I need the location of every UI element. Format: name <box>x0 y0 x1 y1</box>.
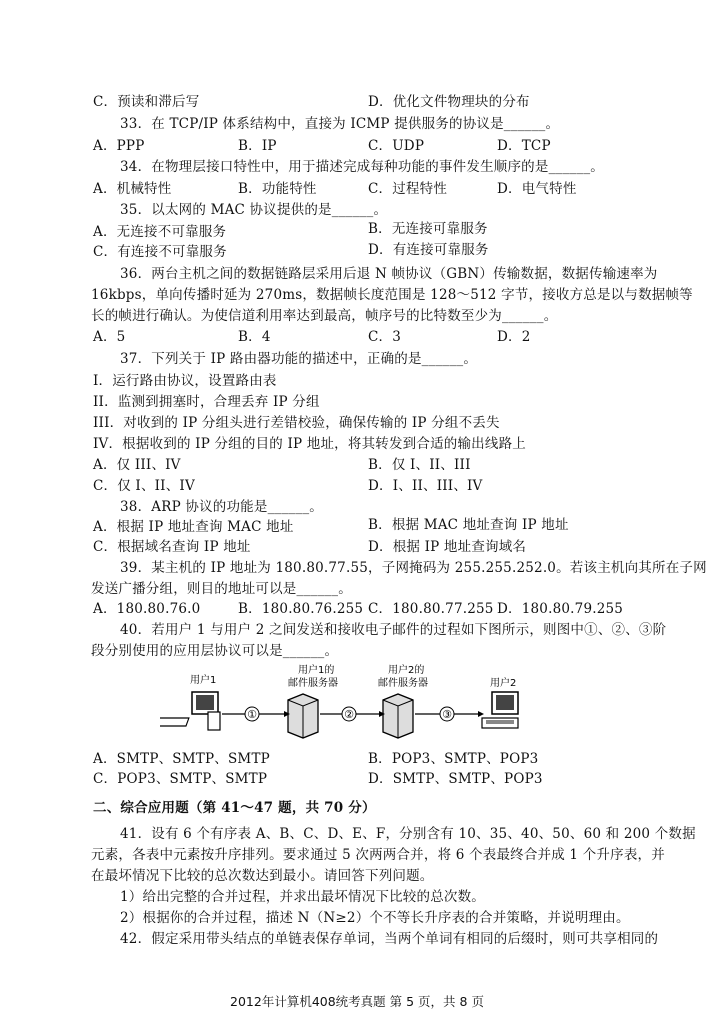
question-42-line1: 42．假定采用带头结点的单链表保存单词，当两个单词有相同的后缀时，则可共享相同的 <box>120 931 659 947</box>
option-32d: D．优化文件物理块的分布 <box>368 94 530 110</box>
question-41-sub1: 1）给出完整的合并过程，并求出最坏情况下比较的总次数。 <box>120 889 485 905</box>
question-33: 33．在 TCP/IP 体系结构中，直接为 ICMP 提供服务的协议是______。 <box>120 116 560 132</box>
option-40c: C．POP3、SMTP、SMTP <box>93 771 268 787</box>
option-33b: B．IP <box>238 138 277 154</box>
user1-computer-icon <box>160 692 220 730</box>
question-41-line2: 元素，各表中元素按升序排列。要求通过 5 次两两合并，将 6 个表最终合并成 1 个升序表，并 <box>91 847 665 863</box>
question-34: 34．在物理层接口特性中，用于描述完成每种功能的事件发生顺序的是______。 <box>120 159 604 175</box>
step2-marker: ② <box>344 708 354 721</box>
option-38b: B．根据 MAC 地址查询 IP 地址 <box>368 517 569 533</box>
option-34d: D．电气特性 <box>497 181 577 197</box>
server2-icon <box>383 694 413 738</box>
option-39b: B．180.80.76.255 <box>238 601 364 617</box>
option-32c: C．预读和滞后写 <box>93 94 200 110</box>
question-39-line2: 发送广播分组，则目的地址可以是______。 <box>91 581 352 597</box>
option-35a: A．无连接不可靠服务 <box>93 224 227 240</box>
option-39d: D．180.80.79.255 <box>497 601 624 617</box>
option-36a: A．5 <box>93 329 126 345</box>
step1-marker: ① <box>247 708 257 721</box>
statement-37-iv: IV．根据收到的 IP 分组的目的 IP 地址，将其转发到合适的输出线路上 <box>93 436 526 452</box>
question-39-line1: 39．某主机的 IP 地址为 180.80.77.55，子网掩码为 255.255.252.0。若该主机向其所在子网 <box>120 560 707 576</box>
user2-computer-icon <box>482 692 518 728</box>
option-35b: B．无连接可靠服务 <box>368 221 488 237</box>
option-33a: A．PPP <box>93 138 145 154</box>
option-37b: B．仅 I、II、III <box>368 457 471 473</box>
server2-label-line1: 用户2的 <box>388 665 425 676</box>
question-36-line2: 16kbps，单向传播时延为 270ms，数据帧长度范围是 128～512 字节，接收方总是以与数据帧等 <box>91 287 693 303</box>
option-40a: A．SMTP、SMTP、SMTP <box>93 751 270 767</box>
section-2-heading: 二、综合应用题（第 41～47 题，共 70 分） <box>93 800 376 816</box>
question-36-line1: 36．两台主机之间的数据链路层采用后退 N 帧协议（GBN）传输数据，数据传输速率为 <box>120 266 658 282</box>
option-39c: C．180.80.77.255 <box>368 601 494 617</box>
question-40-line2: 段分别使用的应用层协议可以是______。 <box>91 643 339 659</box>
server2-label-line2: 邮件服务器 <box>378 678 428 689</box>
option-38d: D．根据 IP 地址查询域名 <box>368 539 527 555</box>
statement-37-ii: II．监测到拥塞时，合理丢弃 IP 分组 <box>93 394 320 410</box>
option-40b: B．POP3、SMTP、POP3 <box>368 751 539 767</box>
option-33c: C．UDP <box>368 138 425 154</box>
question-40-line1: 40．若用户 1 与用户 2 之间发送和接收电子邮件的过程如下图所示，则图中①、②、③阶 <box>120 622 667 638</box>
question-41-line3: 在最坏情况下比较的总次数达到最小。请回答下列问题。 <box>91 868 434 884</box>
option-34b: B．功能特性 <box>238 181 317 197</box>
question-41-sub2: 2）根据你的合并过程，描述 N（N≥2）个不等长升序表的合并策略，并说明理由。 <box>120 910 630 926</box>
question-36-line3: 长的帧进行确认。为使信道利用率达到最高，帧序号的比特数至少为______。 <box>91 308 558 324</box>
option-39a: A．180.80.76.0 <box>93 601 201 617</box>
email-flow-diagram <box>160 660 540 740</box>
server1-label-line2: 邮件服务器 <box>288 678 338 689</box>
step3-marker: ③ <box>442 708 452 721</box>
page-footer: 2012年计算机408统考真题 第 5 页，共 8 页 <box>230 994 484 1009</box>
user1-label: 用户1 <box>190 675 217 686</box>
option-36b: B．4 <box>238 329 271 345</box>
option-40d: D．SMTP、SMTP、POP3 <box>368 771 543 787</box>
question-35: 35．以太网的 MAC 协议提供的是______。 <box>120 202 388 218</box>
option-36d: D．2 <box>497 329 531 345</box>
option-35c: C．有连接不可靠服务 <box>93 244 227 260</box>
question-38: 38．ARP 协议的功能是______。 <box>120 499 323 515</box>
option-37c: C．仅 I、II、IV <box>93 478 195 494</box>
option-33d: D．TCP <box>497 138 551 154</box>
option-35d: D．有连接可靠服务 <box>368 242 489 258</box>
user2-label: 用户2 <box>490 678 517 689</box>
statement-37-iii: III．对收到的 IP 分组头进行差错校验，确保传输的 IP 分组不丢失 <box>93 415 500 431</box>
option-34a: A．机械特性 <box>93 181 172 197</box>
option-34c: C．过程特性 <box>368 181 448 197</box>
question-37: 37．下列关于 IP 路由器功能的描述中，正确的是______。 <box>120 351 478 367</box>
statement-37-i: I．运行路由协议，设置路由表 <box>93 373 277 389</box>
option-37a: A．仅 III、IV <box>93 457 181 473</box>
question-41-line1: 41．设有 6 个有序表 A、B、C、D、E、F，分别含有 10、35、40、50、60 和 200 个数据 <box>120 826 696 842</box>
option-38a: A．根据 IP 地址查询 MAC 地址 <box>93 519 294 535</box>
option-37d: D．I、II、III、IV <box>368 478 483 494</box>
option-36c: C．3 <box>368 329 402 345</box>
option-38c: C．根据域名查询 IP 地址 <box>93 539 251 555</box>
server1-label-line1: 用户1的 <box>298 665 335 676</box>
server1-icon <box>288 694 318 738</box>
